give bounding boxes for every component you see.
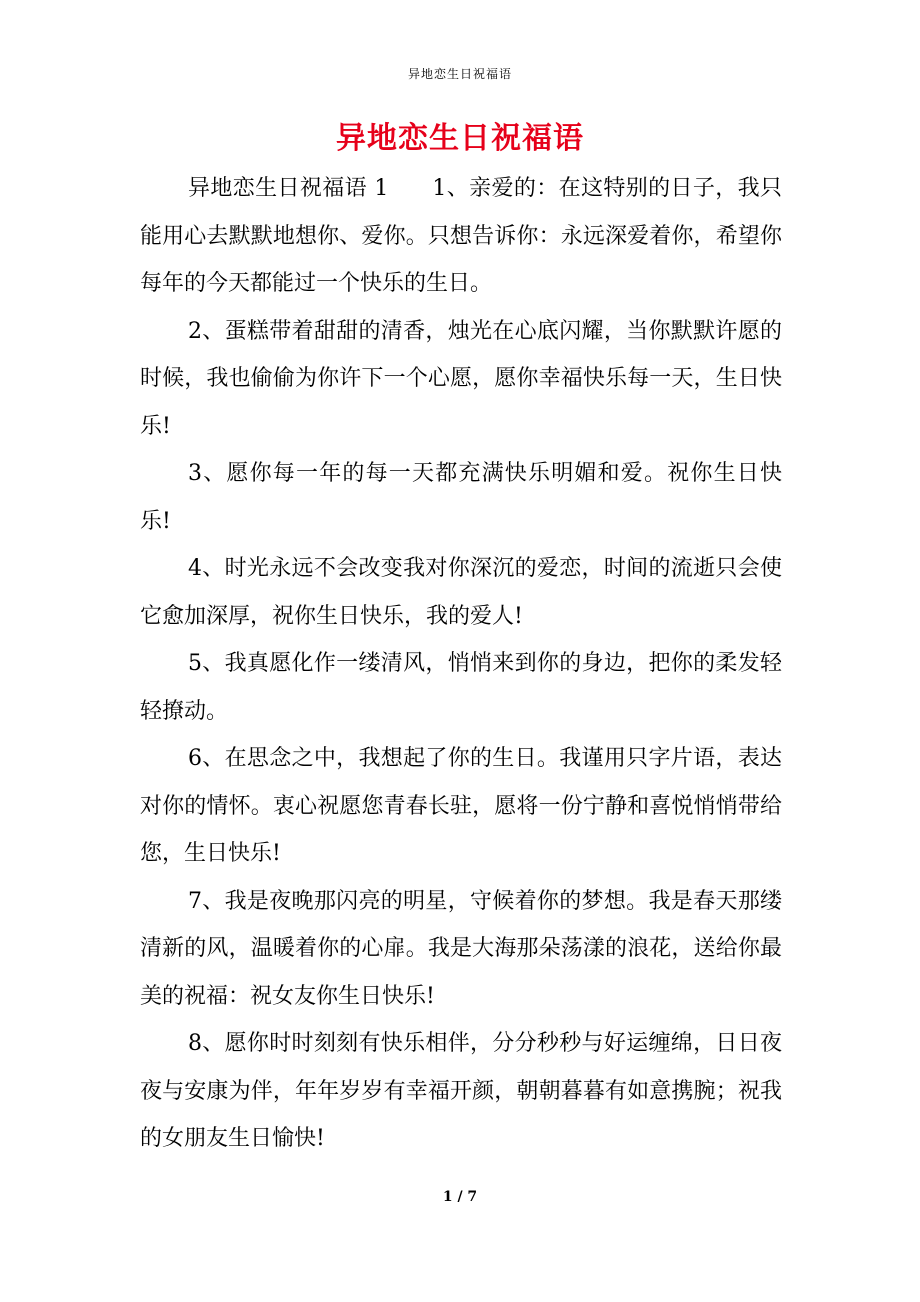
document-body xyxy=(140,165,782,1163)
paragraph-3: 3、愿你每一年的每一天都充满快乐明媚和爱。祝你生日快乐! xyxy=(140,461,782,534)
paragraph-text: 1、亲爱的：在这特别的日子，我只能用心去默默地想你、爱你。只想告诉你：永远深爱着你，希望你每年的今天都能过一个快乐的生日。 xyxy=(140,176,782,296)
paragraph-6: 6、在思念之中，我想起了你的生日。我谨用只字片语，表达对你的情怀。衷心祝愿您青春长驻，愿将一份宁静和喜悦悄悄带给您，生日快乐! xyxy=(140,746,782,866)
paragraph-1 xyxy=(140,165,782,308)
paragraph-7: 7、我是夜晚那闪亮的明星，守候着你的梦想。我是春天那缕清新的风，温暖着你的心扉。我是大海那朵荡漾的浪花，送给你最美的祝福：祝女友你生日快乐! xyxy=(140,888,782,1009)
paragraph-2: 2、蛋糕带着甜甜的清香，烛光在心底闪耀，当你默默许愿的时候，我也偷偷为你许下一个心愿，愿你幸福快乐每一天，生日快乐! xyxy=(140,318,782,439)
paragraph-8: 8、愿你时时刻刻有快乐相伴，分分秒秒与好运缠绵，日日夜夜与安康为伴，年年岁岁有幸福开颜，朝朝暮暮有如意携腕；祝我的女朋友生日愉快! xyxy=(140,1031,782,1151)
paragraph-5: 5、我真愿化作一缕清风，悄悄来到你的身边，把你的柔发轻轻撩动。 xyxy=(140,651,782,724)
running-header: 异地恋生日祝福语 xyxy=(407,67,512,81)
paragraph-4: 4、时光永远不会改变我对你深沉的爱恋，时间的流逝只会使它愈加深厚，祝你生日快乐，我的爱人! xyxy=(140,556,782,629)
page-number: 1 / 7 xyxy=(442,1189,478,1205)
document-title: 异地恋生日祝福语 xyxy=(336,121,584,156)
intro-label: 异地恋生日祝福语 1 xyxy=(188,176,389,201)
